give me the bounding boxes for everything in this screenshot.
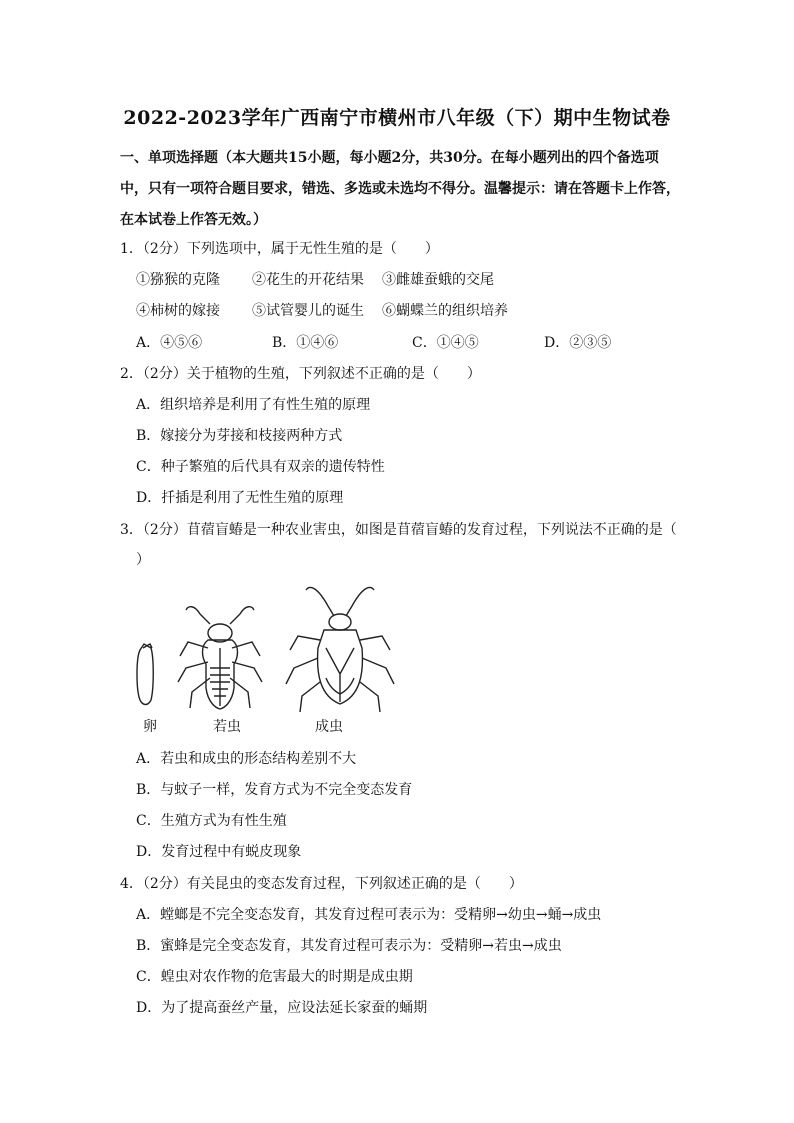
choice-d[interactable]: D．发育过程中有蜕皮现象 [136, 844, 302, 860]
q1-item: ④柿树的嫁接 [136, 303, 220, 319]
choice-d[interactable]: D．扦插是利用了无性生殖的原理 [136, 490, 344, 506]
choice-c[interactable]: C．蝗虫对农作物的危害最大的时期是成虫期 [136, 969, 413, 985]
question-1-stem: 1．（2分）下列选项中，属于无性生殖的是（ ） [120, 241, 439, 257]
question-1-items-row1 [136, 269, 494, 289]
choice-a[interactable]: A．若虫和成虫的形态结构差别不大 [136, 751, 357, 767]
choice-c[interactable]: C．种子繁殖的后代具有双亲的遗传特性 [136, 459, 385, 475]
q1-item: ①猕猴的克隆 [136, 272, 220, 288]
section-heading: 一、单项选择题（本大题共15小题，每小题2分，共30分。在每小题列出的四个备选项中，只有一项符合题目要求，错选、多选或未选均不得分。温馨提示：请在答题卡上作答，在本试卷上作答无效。） [120, 150, 680, 228]
choice-d[interactable]: D．为了提高蚕丝产量，应设法延长家蚕的蛹期 [136, 1000, 428, 1016]
choice-b[interactable]: B．嫁接分为芽接和枝接两种方式 [136, 428, 343, 444]
question-1-items-row2 [136, 300, 508, 320]
choice-d[interactable]: D．②③⑤ [544, 335, 612, 351]
choice-c[interactable]: C．①④⑤ [412, 335, 479, 351]
question-4-stem: 4．（2分）有关昆虫的变态发育过程，下列叙述正确的是（ ） [120, 876, 523, 892]
adult-drawing [286, 587, 394, 712]
choice-a[interactable]: A．④⑤⑥ [136, 335, 203, 351]
question-1-choices [136, 332, 611, 352]
egg-drawing [137, 644, 153, 705]
question-3-stem: 3．（2分）苜蓿盲蝽是一种农业害虫，如图是苜蓿盲蝽的发育过程，下列说法不正确的是（ [120, 522, 677, 538]
choice-a[interactable]: A．组织培养是利用了有性生殖的原理 [136, 397, 371, 413]
q1-item: ③雌雄蚕蛾的交尾 [382, 272, 494, 288]
insect-development-figure [130, 578, 400, 738]
choice-a[interactable]: A．螳螂是不完全变态发育，其发育过程可表示为：受精卵→幼虫→蛹→成虫 [136, 907, 602, 923]
choice-b[interactable]: B．①④⑥ [272, 335, 339, 351]
figure-label-nymph: 若虫 [213, 719, 241, 735]
figure-label-adult: 成虫 [315, 719, 343, 735]
q1-item: ②花生的开花结果 [252, 272, 364, 288]
choice-b[interactable]: B．与蚊子一样，发育方式为不完全变态发育 [136, 782, 413, 798]
q1-item: ⑤试管婴儿的诞生 [252, 303, 364, 319]
figure-label-egg: 卵 [143, 719, 157, 735]
question-2-stem: 2．（2分）关于植物的生殖，下列叙述不正确的是（ ） [120, 366, 481, 382]
choice-b[interactable]: B．蜜蜂是完全变态发育，其发育过程可表示为：受精卵→若虫→成虫 [136, 938, 562, 954]
page-title: 2022-2023学年广西南宁市横州市八年级（下）期中生物试卷 [123, 107, 671, 129]
q1-item: ⑥蝴蝶兰的组织培养 [382, 303, 508, 319]
nymph-drawing [178, 607, 262, 709]
choice-c[interactable]: C．生殖方式为有性生殖 [136, 813, 287, 829]
question-3-stem-cont: ） [136, 552, 150, 568]
